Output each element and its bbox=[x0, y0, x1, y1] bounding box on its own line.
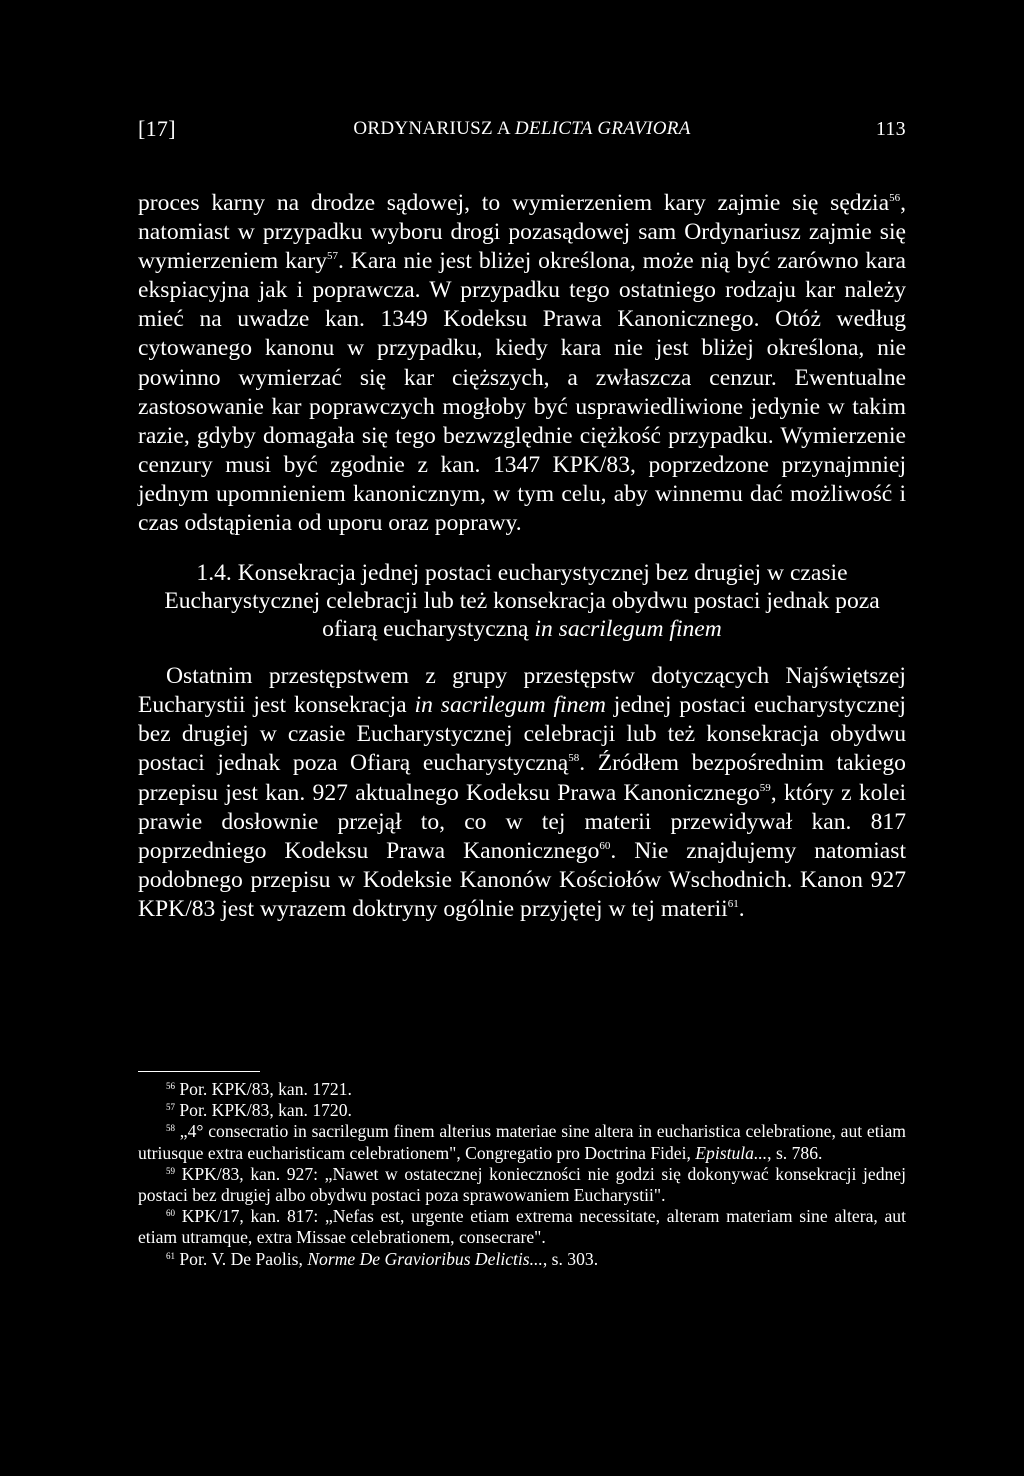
footnote-ref: 60 bbox=[599, 839, 611, 852]
italic-text: in sacrilegum finem bbox=[414, 692, 606, 719]
text-run: jednej postaci eucharystycznej bez drugiej w czasie Eucharystycznej celebracji lub też konsekracja obydwu postaci jednak poza Ofiarą eucharystyczną bbox=[138, 692, 906, 777]
text-run: proces karny na drodze sądowej, to wymierzeniem kary zajmie się sędzia bbox=[138, 190, 890, 216]
footnote-56 bbox=[138, 1079, 906, 1100]
header-title-italic: DELICTA GRAVIORA bbox=[514, 118, 691, 139]
running-head bbox=[138, 116, 906, 146]
text-run: „4° consecratio in sacrilegum finem alterius materiae sine altera in eucharistica celebratione, aut etiam utriusque extra eucharisticam celebrationem", Congregatio pro Doctrina Fidei, bbox=[138, 1121, 906, 1163]
footnote-57 bbox=[138, 1100, 906, 1121]
header-title bbox=[138, 118, 906, 140]
italic-text: Epistula... bbox=[695, 1142, 768, 1163]
footnote-ref: 60 bbox=[166, 1208, 175, 1219]
body-text bbox=[138, 189, 906, 924]
section-heading bbox=[138, 559, 906, 643]
text-run: KPK/83, kan. 927: „Nawet w ostatecznej konieczności nie godzi się dokonywać konsekracji jednej postaci bez drugiej albo obydwu postaci poza sprawowaniem Eucharystii". bbox=[138, 1163, 906, 1206]
footnote-ref: 61 bbox=[166, 1250, 175, 1261]
section-heading-text: 1.4. Konsekracja jednej postaci eucharystycznej bez drugiej w czasie Eucharystycznej celebracji lub też konsekracja obydwu postaci jednak poza ofiarą eucharystyczną bbox=[164, 560, 880, 643]
text-run: Por. KPK/83, kan. 1721. bbox=[175, 1079, 352, 1099]
text-run: . Kara nie jest bliżej określona, może nią być zarówno kara ekspiacyjna jak i poprawcza. W przypadku tego ostatniego rodzaju kar należy mieć na uwadze kan. 1349 Kodeksu Prawa Kanonicznego. Otóż według cytowanego kanonu w przypadku, kiedy kara nie jest bliżej określona, nie powinno wymierzać się kar cięższych, a zwłaszcza cenzur. Ewentualne zastosowanie kar poprawczych mogłoby być usprawiedliwione jedynie w takim razie, gdyby domagała się tego bezwzględnie ciężkość przypadku. Wymierzenie cenzury musi być zgodnie z kan. 1347 KPK/83, poprzedzone przynajmniej jednym upomnieniem kanonicznym, w tym celu, aby winnemu dać możliwość i czas odstąpienia od uporu oraz poprawy. bbox=[138, 248, 906, 537]
footnote-ref: 58 bbox=[568, 752, 580, 765]
text-run: Ostatnim przestępstwem z grupy przestępstw dotyczących Najświętszej Eucharystii jest konsekracja bbox=[138, 663, 906, 719]
paragraph-1 bbox=[138, 189, 906, 538]
footnote-ref: 59 bbox=[166, 1165, 175, 1176]
section-heading-italic: in sacrilegum finem bbox=[534, 616, 722, 643]
footnote-ref: 56 bbox=[166, 1081, 175, 1091]
text-run: Por. V. De Paolis, bbox=[175, 1248, 308, 1269]
italic-text: Norme De Gravioribus Delictis... bbox=[307, 1248, 543, 1269]
header-page-number: 113 bbox=[875, 118, 906, 140]
document-page bbox=[138, 0, 906, 1476]
text-run: , s. 786. bbox=[767, 1142, 823, 1163]
text-run: . bbox=[738, 895, 745, 922]
footnote-ref: 61 bbox=[727, 897, 739, 910]
footnote-separator bbox=[138, 1071, 260, 1072]
footnotes bbox=[138, 1079, 906, 1270]
text-run: . Nie znajdujemy natomiast podobnego przepisu w Kodeksie Kanonów Kościołów Wschodnich. Kanon 927 KPK/83 jest wyrazem doktryny ogólnie przyjętej w tej materii bbox=[138, 837, 906, 922]
footnote-60 bbox=[138, 1206, 906, 1248]
paragraph-2 bbox=[138, 662, 906, 924]
text-run: Por. KPK/83, kan. 1720. bbox=[175, 1100, 352, 1121]
text-run: , natomiast w przypadku wyboru drogi pozasądowej sam Ordynariusz zajmie się wymierzeniem kary bbox=[138, 190, 906, 275]
footnote-ref: 57 bbox=[327, 250, 338, 263]
footnote-59 bbox=[138, 1164, 906, 1206]
text-run: KPK/17, kan. 817: „Nefas est, urgente etiam extrema necessitate, alteram materiam sine altera, aut etiam utramque, extra Missae celebrationem, consecrare". bbox=[138, 1206, 906, 1248]
footnote-ref: 57 bbox=[166, 1102, 175, 1113]
text-run: , który z kolei prawie dosłownie przejął to, co w tej materii przewidywał kan. 817 poprzedniego Kodeksu Prawa Kanonicznego bbox=[138, 779, 907, 864]
header-page-ref: [17] bbox=[138, 116, 176, 141]
footnote-ref: 58 bbox=[166, 1123, 175, 1134]
header-title-plain: ORDYNARIUSZ A bbox=[353, 118, 515, 139]
footnote-58 bbox=[138, 1121, 906, 1163]
text-run: , s. 303. bbox=[542, 1248, 599, 1269]
text-run: . Źródłem bezpośrednim takiego przepisu jest kan. 927 aktualnego Kodeksu Prawa Kanonicznego bbox=[138, 750, 906, 806]
footnote-61 bbox=[138, 1249, 906, 1270]
footnote-ref: 59 bbox=[759, 781, 771, 794]
footnote-ref: 56 bbox=[889, 192, 901, 204]
